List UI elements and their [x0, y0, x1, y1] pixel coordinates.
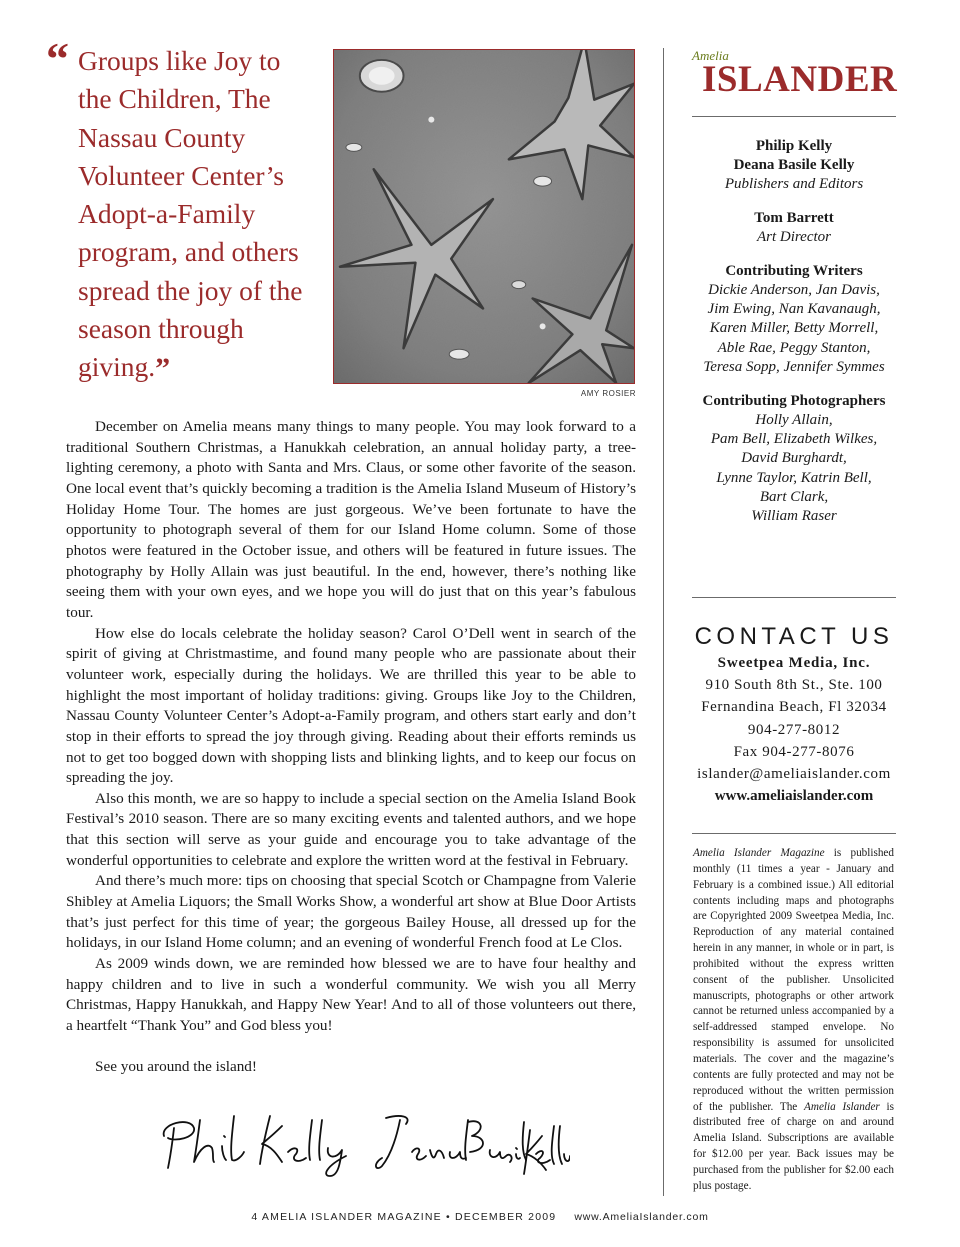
contact-email[interactable]: islander@ameliaislander.com [697, 766, 891, 783]
paragraph: Also this month, we are so happy to include a special section on the Amelia Island Book Festival’s 2010 season. There are so many exciting events and talented authors, and we hope that this section will serve as your guide and encourage you to take advantage of the wonderful opportunities to celebrate and explore the written word at the festival in February. [66, 789, 636, 869]
magazine-name: Amelia Islander Magazine [693, 847, 825, 859]
contact-phone: 904-277-8012 [747, 721, 841, 738]
contact-fax: Fax 904-277-8076 [733, 743, 855, 760]
folio: 4 AMELIA ISLANDER MAGAZINE • DECEMBER 2009 [251, 1211, 557, 1223]
contact-title: CONTACT US [694, 623, 894, 650]
paragraph: How else do locals celebrate the holiday season? Carol O’Dell went in search of the spirit of giving at Christmastime, and found many people who are passionate about their volunteer work, especially during the holidays. We are thrilled this year to be able to highlight the most important of holiday traditions: giving. Groups like Joy to the Children, Nassau County Volunteer Center’s Adopt-a-Family program, and others start early and don’t stop in their efforts to spread the joy through giving. Reading about their efforts reminds us not to get too bogged down with shopping lists and blinking lights, and to keep our focus on spreading the joy. [66, 624, 636, 787]
logo-islander-text: ISLANDER [702, 59, 898, 100]
paragraph: And there’s much more: tips on choosing that special Scotch or Champagne from Valerie Shibley at Amelia Liquors; the Small Works Show, a wonderful art show at Blue Door Artists that’s just perfect for this time of year; the gorgeous Bailey House, all dressed up for the holidays, in our Island Home column; and an evening of wonderful French food at Le Clos. [66, 872, 636, 952]
column-divider [663, 48, 664, 1196]
divider [692, 116, 896, 117]
masthead-art-director: Tom Barrett Art Director [754, 210, 834, 245]
contact-address-1: 910 South 8th St., Ste. 100 [705, 677, 883, 693]
footer-website[interactable]: www.AmeliaIslander.com [574, 1211, 709, 1223]
open-quote-mark: “ [46, 33, 69, 84]
divider [692, 833, 896, 834]
paragraph: December on Amelia means many things to many people. You may look forward to a traditional Southern Christmas, a Hanukkah celebration, an annual holiday party, a tree-lighting ceremony, a photo with Santa and Mrs. Claus, or some other favorite of the season. One local event that’s quickly becoming a tradition is the Amelia Island Museum of History’s Holiday Home Tour. The homes are just gorgeous. We’ve been fortunate to have the opportunity to photograph several of them for our Island Home column. Some of those photos were featured in the October issue, and others will be featured in future issues. The photography by Holly Allain was just beautiful. In the end, however, there’s nothing like seeing them with your own eyes, and we hope you will do just that on this year’s fabulous tour. [66, 418, 636, 621]
contact-address-2: Fernandina Beach, Fl 32034 [701, 699, 887, 716]
sign-off: See you around the island! [95, 1058, 257, 1076]
signatures [150, 1106, 570, 1178]
starfish-photo [333, 49, 635, 384]
masthead-publishers: Philip Kelly Deana Basile Kelly Publishers and Editors [724, 138, 864, 192]
divider [692, 597, 896, 598]
contact-us [692, 622, 896, 807]
starfish-image [334, 50, 634, 383]
close-quote-mark: ” [155, 352, 169, 386]
paragraph: As 2009 winds down, we are reminded how blessed we are to have four healthy and happy children and to live in such a wonderful community. We wish you all Merry Christmas, Happy Hanukkah, and Happy New Year! And to all of those volunteers out there, a heartfelt “Thank You” and God bless you! [66, 955, 636, 1035]
logo-amelia-text: Amelia [692, 48, 729, 63]
amelia-islander-logo [692, 48, 896, 100]
masthead-photographers: Contributing Photographers Holly Allain, Pam Bell, Elizabeth Wilkes, David Burghardt, Lynne Taylor, Katrin Bell, Bart Clark, William Raser [702, 393, 886, 525]
pull-quote-text: Groups like Joy to the Children, The Nassau County Volunteer Center’s Adopt-a-Family program, and others spread the joy of the season through giving.” [78, 45, 303, 386]
magazine-name: Amelia Islander [804, 1100, 880, 1113]
photo-credit: AMY ROSIER [580, 389, 636, 398]
page-footer [0, 1211, 960, 1223]
pull-quote [46, 33, 316, 389]
masthead [692, 137, 896, 541]
legal-notice: Amelia Islander Magazine is published monthly (11 times a year - January and February is a combined issue.) All editorial contents including maps and photographs are Copyrighted 2009 Sweetpea Media, Inc. Reproduction of any material contained herein in any manner, in whole or in part, is prohibited without the express written consent of the publisher. Unsolicited manuscripts, photographs or other artwork cannot be returned unless accompanied by a self-addressed stamped envelope. No responsibility is assumed for unsolicited materials. The cover and the magazine’s contents are fully protected and may not be reproduced without the written permission of the publisher. The Amelia Islander is distributed free of charge on and around Amelia Island. Subscriptions are available for $12.00 per year. Back issues may be purchased from the publisher for $2.00 each plus postage. [693, 847, 895, 1192]
editor-letter [66, 417, 636, 1078]
contact-website[interactable]: www.ameliaislander.com [714, 788, 874, 805]
contact-company: Sweetpea Media, Inc. [717, 655, 871, 671]
signature-deana-basile-kelly [376, 1116, 570, 1174]
signature-phil-kelly [164, 1116, 346, 1176]
masthead-writers: Contributing Writers Dickie Anderson, Jan Davis, Jim Ewing, Nan Kavanaugh, Karen Miller, Betty Morrell, Able Rae, Peggy Stanton, Teresa Sopp, Jennifer Symmes [703, 263, 885, 375]
